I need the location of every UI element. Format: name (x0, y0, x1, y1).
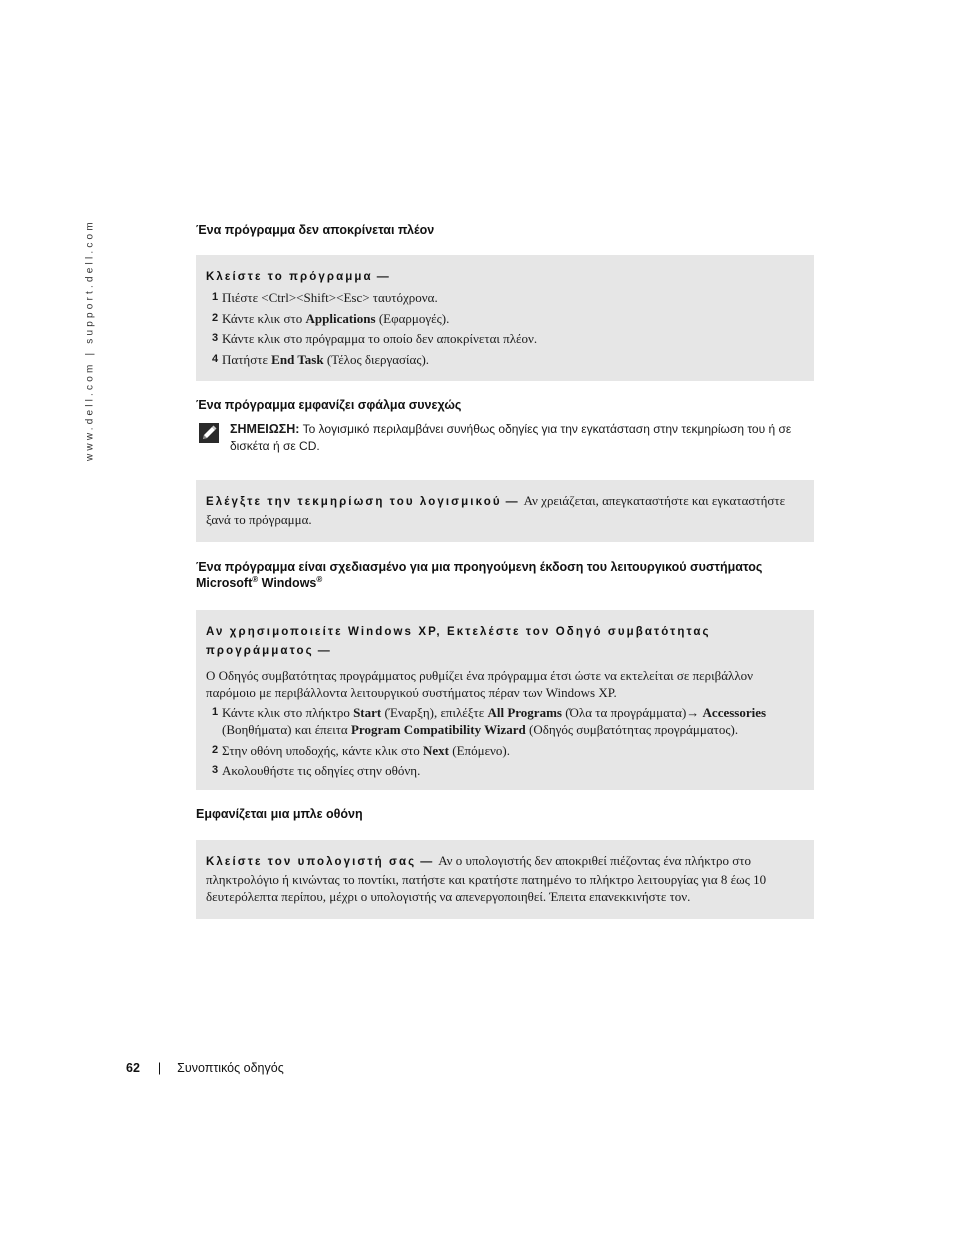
box-body-text: Αν χρειάζεται, απεγκαταστήστε και εγκαταστήστε ξανά το πρόγραμμα. (206, 493, 786, 527)
step-item (206, 742, 804, 759)
footer-separator: | (157, 1061, 162, 1075)
step-bold: Applications (305, 310, 376, 326)
side-url: www.dell.com | support.dell.com (84, 219, 96, 462)
step-text: Κάντε κλικ στο πρόγραμμα το οποίο δεν αποκρίνεται πλέον. (222, 331, 538, 346)
step-number: 3 (212, 764, 219, 776)
step-text: Πατήστε (222, 351, 272, 367)
lead-title: Κλείστε τον υπολογιστή σας (206, 856, 417, 868)
step-number: 3 (212, 332, 219, 344)
box-check-documentation (196, 480, 814, 542)
step-text: (Βοηθήματα) και έπειτα (222, 722, 351, 737)
em-dash: — (317, 643, 330, 657)
heading-older-windows-version (196, 559, 816, 591)
note-body: Το λογισμικό περιλαμβάνει συνήθως οδηγίες για την εγκατάσταση στην τεκμηρίωση του ή σε δισκέτα ή σε CD. (230, 422, 792, 453)
step-item (206, 762, 804, 779)
step-bold: Program Compatibility Wizard (350, 722, 526, 737)
em-dash: — (376, 269, 389, 283)
heading-program-not-responding: Ένα πρόγραμμα δεν αποκρίνεται πλέον (196, 223, 435, 237)
step-list (206, 289, 804, 368)
lead-title: Ελέγξτε την τεκμηρίωση του λογισμικού (206, 496, 502, 508)
heading-line (196, 575, 816, 591)
step-number: 1 (212, 291, 219, 303)
step-item (206, 704, 804, 738)
page-number: 62 (126, 1061, 140, 1075)
box-lead-line (206, 622, 804, 660)
em-dash: — (505, 494, 518, 508)
step-text: (Οδηγός συμβατότητας προγράμματος). (525, 722, 739, 737)
step-bold: End Task (271, 351, 324, 367)
step-bold: Accessories (702, 705, 767, 720)
step-item (206, 330, 804, 347)
lead-title: Κλείστε το πρόγραμμα (206, 271, 373, 283)
step-text: (Τέλος διεργασίας). (323, 351, 430, 367)
step-item (206, 351, 804, 368)
box-lead-line (206, 267, 804, 286)
footer-title: Συνοπτικός οδηγός (177, 1061, 284, 1075)
em-dash: — (420, 854, 433, 868)
step-text: Κάντε κλικ στο πλήκτρο (222, 705, 354, 720)
step-bold: All Programs (487, 705, 562, 720)
box-close-program (196, 255, 814, 381)
step-bold: Start (353, 705, 382, 720)
step-bold: Next (423, 742, 450, 758)
note-block (196, 421, 816, 455)
step-text: (Εφαρμογές). (375, 310, 450, 326)
step-list (206, 704, 804, 779)
step-text: (Επόμενο). (449, 742, 510, 758)
step-text: (Έναρξη), επιλέξτε (381, 705, 488, 720)
note-pencil-icon (199, 423, 219, 448)
step-number: 2 (212, 311, 219, 324)
heading-part: Windows (258, 576, 317, 590)
heading-program-crashes: Ένα πρόγραμμα εμφανίζει σφάλμα συνεχώς (196, 398, 462, 412)
registered-mark: ® (316, 574, 323, 584)
step-text: Πιέστε <Ctrl><Shift><Esc> ταυτόχρονα. (222, 290, 438, 305)
note-label: ΣΗΜΕΙΩΣΗ: (230, 422, 300, 436)
box-body-text: Αν ο υπολογιστής δεν αποκριθεί πιέζοντας ένα πλήκτρο στο πληκτρολόγιο ή κινώντας το ποντίκι, πατήστε και κρατήστε πατημένο το πλήκτρο λειτουργίας για 8 έως 10 δευτερόλεπτα περίπου, μέχρι ο υπολογιστής να απενεργοποιηθεί. Έπειτα επανεκκινήστε τον. (206, 853, 767, 904)
step-text: (Όλα τα προγράμματα)→ (561, 705, 703, 720)
registered-mark: ® (252, 574, 259, 584)
heading-line: Ένα πρόγραμμα είναι σχεδιασμένο για μια προηγούμενη έκδοση του λειτουργικού συστήματος (196, 560, 763, 574)
box-turn-off-computer (196, 840, 814, 919)
box-intro-text: Ο Οδηγός συμβατότητας προγράμματος ρυθμίζει ένα πρόγραμμα έτσι ώστε να εκτελείται σε περιβάλλον παρόμοιο με περιβάλλοντα λειτουργικού συστήματος πέραν των Windows XP. (206, 668, 754, 700)
page-footer (126, 1061, 284, 1075)
step-number: 4 (212, 352, 219, 365)
step-number: 1 (212, 706, 219, 718)
step-text: Στην οθόνη υποδοχής, κάντε κλικ στο (222, 742, 424, 758)
box-compatibility-wizard (196, 610, 814, 790)
lead-title: Αν χρησιμοποιείτε Windows XP, Εκτελέστε τον Οδηγό συμβατότητας προγράμματος (206, 626, 711, 657)
step-number: 2 (212, 743, 219, 756)
step-text: Ακολουθήστε τις οδηγίες στην οθόνη. (222, 763, 421, 778)
step-item (206, 310, 804, 327)
step-item (206, 289, 804, 306)
note-text (230, 421, 816, 455)
heading-blue-screen: Εμφανίζεται μια μπλε οθόνη (196, 807, 363, 821)
heading-part: Microsoft (196, 576, 253, 590)
step-text: Κάντε κλικ στο (222, 310, 306, 326)
